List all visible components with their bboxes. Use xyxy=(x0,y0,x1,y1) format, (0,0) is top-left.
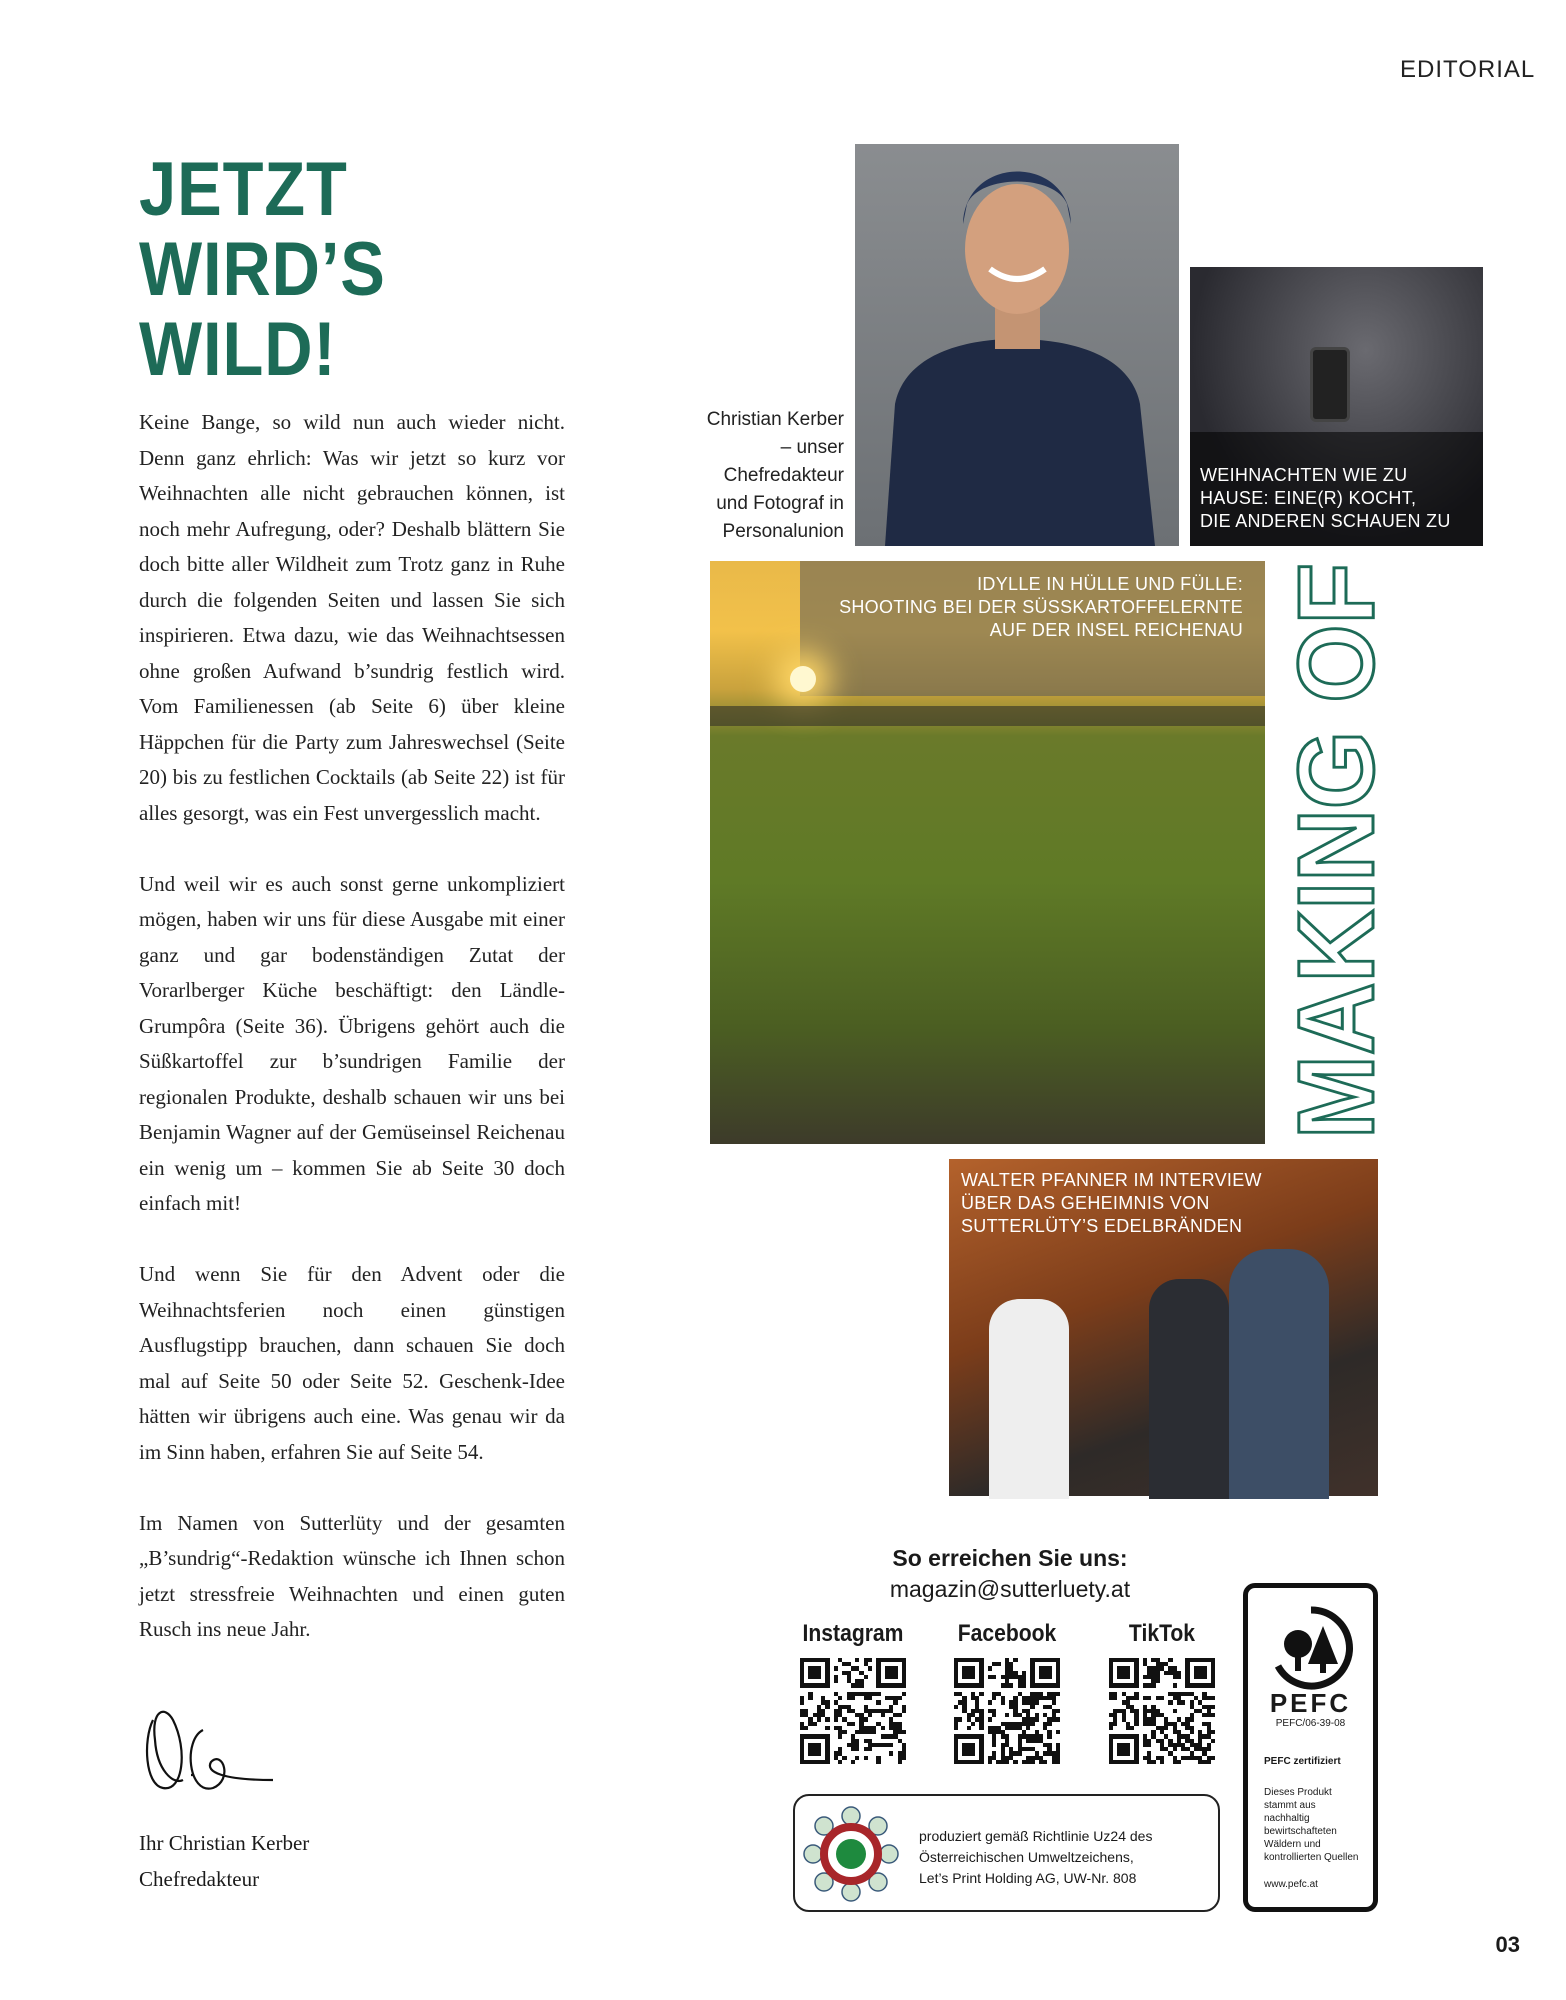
umweltzeichen-box xyxy=(793,1794,1220,1912)
facebook-label: Facebook xyxy=(957,1620,1057,1647)
svg-text:MAKING OF: MAKING OF xyxy=(1275,521,1396,1139)
field-caption: IDYLLE IN HÜLLE UND FÜLLE: SHOOTING BEI DER SÜSSKARTOFFELERNTE AUF DER INSEL REICHENAU xyxy=(839,574,1243,640)
tiktok-qr-code[interactable] xyxy=(1109,1658,1215,1764)
interview-caption: WALTER PFANNER IM INTERVIEW ÜBER DAS GEHEIMNIS VON SUTTERLÜTY’S EDELBRÄNDEN xyxy=(961,1170,1262,1236)
umweltzeichen-logo xyxy=(803,1806,899,1902)
tiktok-label: TikTok xyxy=(1128,1620,1196,1647)
tiktok-qr-block[interactable] xyxy=(1097,1620,1227,1764)
section-label: EDITORIAL xyxy=(1400,56,1536,83)
instagram-qr-code[interactable] xyxy=(800,1658,906,1764)
editorial-body xyxy=(139,405,565,1683)
kitchen-photo xyxy=(1190,267,1483,546)
pefc-tree-icon xyxy=(1268,1606,1354,1692)
paragraph: Im Namen von Sutterlüty und der gesamten „B’sundrig“-Redaktion wünsche ich Ihnen schon jetzt stressfreie Weihnachten und einen guten Rusch ins neue Jahr. xyxy=(139,1510,565,1641)
page-number: 03 xyxy=(1495,1932,1520,1957)
facebook-qr-code[interactable] xyxy=(954,1658,1060,1764)
person-illustration xyxy=(855,144,1179,546)
paragraph: Und wenn Sie für den Advent oder die Weihnachtsferien noch einen günstigen Ausflugstipp brauchen, dann schauen Sie doch mal auf Seite 50 oder Seite 52. Geschenk-Idee hätten wir übrigens auch eine. Was genau wir da im Sinn haben, erfahren Sie auf Seite 54. xyxy=(139,1262,565,1464)
pefc-description: Dieses Produkt stammt aus nachhaltig bewirtschafteten Wäldern und kontrollierten Quellen xyxy=(1264,1787,1359,1863)
signoff xyxy=(139,1826,309,1897)
paragraph: Keine Bange, so wild nun auch wieder nicht. Denn ganz ehrlich: Was wir jetzt so kurz vor Weihnachten alle nicht gebrauchen können, ist noch mehr Aufregung, oder? Deshalb blättern Sie doch bitte aller Wildheit zum Trotz ganz in Ruhe durch die folgenden Seiten und lassen Sie sich inspirieren. Etwa dazu, wie das Weihnachtsessen ohne großen Aufwand b’sundrig festlich wird. Vom Familienessen (ab Seite 6) über kleine Häppchen für die Party zum Jahreswechsel (Seite 20) bis zu festlichen Cocktails (ab Seite 22) ist für alles gesorgt, was ein Fest unvergesslich macht. xyxy=(139,410,565,825)
facebook-qr-block[interactable] xyxy=(942,1620,1072,1764)
pefc-certified: PEFC zertifiziert xyxy=(1264,1756,1341,1767)
instagram-label: Instagram xyxy=(802,1620,904,1647)
signature xyxy=(143,1700,283,1800)
signoff-name: Ihr Christian Kerber xyxy=(139,1831,310,1855)
title-line: WIRD’S xyxy=(139,227,386,312)
signoff-role: Chefredakteur xyxy=(139,1866,260,1891)
interview-photo xyxy=(949,1159,1378,1496)
pefc-box xyxy=(1243,1583,1378,1912)
umweltzeichen-text: produziert gemäß Richtlinie Uz24 des Österreichischen Umweltzeichens, Let’s Print Holding AG, UW-Nr. 808 xyxy=(919,1828,1153,1886)
making-of-heading xyxy=(1275,521,1396,1141)
contact-email[interactable]: magazin@sutterluety.at xyxy=(889,1576,1131,1602)
title-line: WILD! xyxy=(139,307,337,392)
pefc-url[interactable]: www.pefc.at xyxy=(1264,1879,1318,1890)
field-photo xyxy=(710,561,1265,1144)
kitchen-caption: WEIHNACHTEN WIE ZU HAUSE: EINE(R) KOCHT, DIE ANDEREN SCHAUEN ZU xyxy=(1200,465,1451,531)
contact-heading: So erreichen Sie uns: xyxy=(892,1545,1128,1571)
portrait-photo xyxy=(855,144,1179,546)
pefc-code: PEFC/06-39-08 xyxy=(1275,1718,1346,1729)
instagram-qr-block[interactable] xyxy=(788,1620,918,1764)
contact-block xyxy=(800,1545,1220,1603)
portrait-caption: Christian Kerber – unser Chefredakteur und Fotograf in Personalunion xyxy=(706,409,844,542)
paragraph: Und weil wir es auch sonst gerne unkompliziert mögen, haben wir uns für diese Ausgabe mit einer ganz und gar bodenständigen Zutat der Vorarlberger Küche beschäftigt: den Ländle-Grumpôra (Seite 36). Übrigens gehört auch die Süßkartoffel zur b’sundrigen Familie der regionalen Produkte, deshalb schauen wir uns bei Benjamin Wagner auf der Gemüseinsel Reichenau ein wenig um – kommen Sie ab Seite 30 doch einfach mit! xyxy=(139,871,565,1215)
pefc-logo-text: PEFC xyxy=(1269,1688,1352,1718)
page-title xyxy=(139,147,419,392)
title-line: JETZT xyxy=(139,147,348,232)
